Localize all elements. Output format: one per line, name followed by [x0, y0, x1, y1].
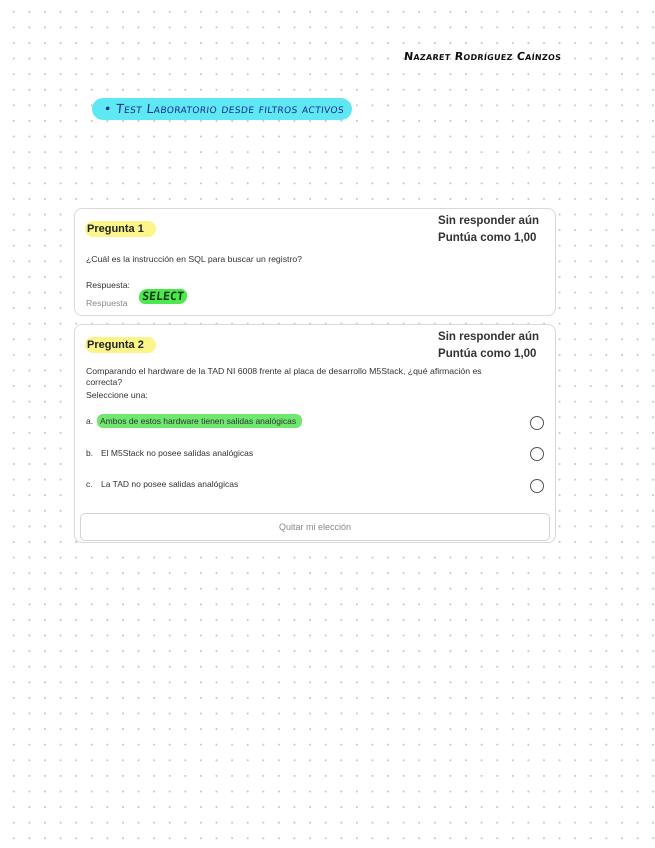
question-card-2	[74, 324, 556, 543]
question-label: Pregunta 2	[85, 337, 156, 353]
question-text-line-2: correcta?	[86, 377, 123, 387]
status-text: Sin responder aún	[438, 215, 539, 227]
status-text: Sin responder aún	[438, 331, 539, 343]
clear-choice-button[interactable]: Quitar mi elección	[80, 513, 550, 541]
question-status	[438, 213, 539, 247]
option-text: La TAD no posee salidas analógicas	[101, 479, 239, 489]
option-text: Ambos de estos hardware tienen salidas analógicas	[97, 414, 302, 428]
option-b-radio[interactable]	[530, 447, 544, 461]
option-a-radio[interactable]	[530, 416, 544, 430]
option-letter: c.	[86, 479, 93, 489]
option-c[interactable]	[86, 479, 240, 489]
handwritten-answer: SELECT	[138, 289, 188, 304]
option-b[interactable]	[86, 448, 255, 458]
score-text: Puntúa como 1,00	[438, 348, 537, 360]
question-label: Pregunta 1	[85, 221, 156, 237]
question-card-1	[74, 208, 556, 316]
option-c-radio[interactable]	[530, 479, 544, 493]
author-name: Nazaret Rodríguez Caínzos	[403, 50, 562, 63]
score-text: Puntúa como 1,00	[438, 232, 537, 244]
option-a[interactable]	[86, 416, 302, 426]
option-letter: a.	[86, 416, 94, 426]
answer-label: Respuesta:	[86, 280, 130, 290]
select-instruction: Seleccione una:	[86, 390, 148, 400]
question-text: ¿Cuál es la instrucción en SQL para buscar un registro?	[86, 254, 303, 264]
page-title: • Test Laboratorio desde filtros activos	[103, 101, 346, 116]
question-text-line-1: Comparando el hardware de la TAD NI 6008 frente al placa de desarrollo M5Stack, ¿qué afirmación es	[86, 366, 482, 376]
answer-input[interactable]: Respuesta	[86, 298, 128, 308]
option-letter: b.	[86, 448, 94, 458]
question-status	[438, 329, 539, 363]
option-text: El M5Stack no posee salidas analógicas	[101, 448, 254, 458]
